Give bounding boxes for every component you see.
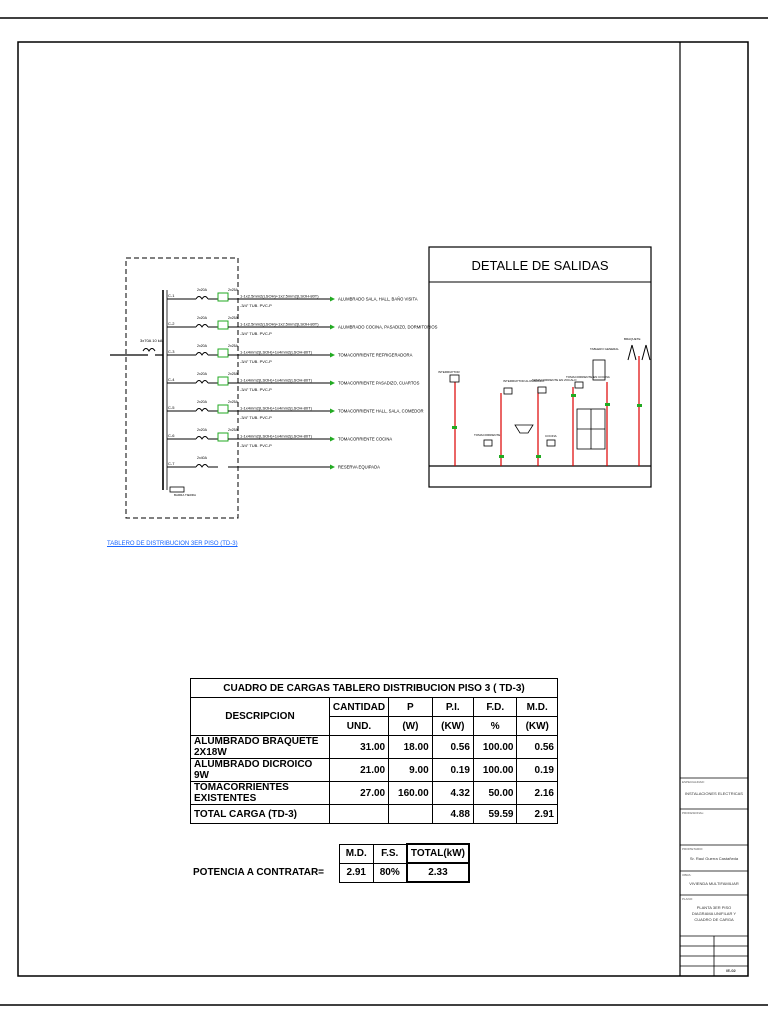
table-row bbox=[191, 736, 558, 759]
circuit-load: ALUMBRADO COCINA, PASADIZO, DORMITORIOS bbox=[338, 324, 438, 330]
detail-label-stove: COCINA bbox=[545, 434, 557, 438]
conduit-spec: -3/4" TUB. PVC-P bbox=[240, 359, 272, 364]
load-table-title: CUADRO DE CARGAS TABLERO DISTRIBUCION PISO 3 ( TD-3) bbox=[191, 679, 558, 698]
row-qty: 31.00 bbox=[329, 736, 388, 759]
circuit-id: C-2 bbox=[168, 321, 175, 326]
circuit-load: ALUMBRADO SALA, HALL, BAÑO VISITA bbox=[338, 296, 418, 302]
breaker-rating: 2x20A bbox=[197, 316, 207, 320]
differential-rating: 2x25A bbox=[228, 316, 238, 320]
detail-label-switch: INTERRUPTOR bbox=[438, 370, 460, 374]
row-pi: 0.19 bbox=[432, 759, 473, 782]
unit-installed-power: (KW) bbox=[432, 717, 473, 736]
circuit-load: TOMACORRIENTE HALL, SALA, COMEDOR bbox=[338, 408, 424, 414]
total-md: 2.91 bbox=[517, 805, 558, 824]
row-qty: 27.00 bbox=[329, 782, 388, 805]
tb-owner: Sr. Raul Guerra Castañeda bbox=[689, 856, 739, 861]
tb-owner-label: PROPIETARIO: bbox=[682, 847, 704, 851]
row-pi: 4.32 bbox=[432, 782, 473, 805]
row-fd: 100.00 bbox=[473, 759, 517, 782]
row-p: 9.00 bbox=[389, 759, 433, 782]
tb-specialty: INSTALACIONES ELECTRICAS bbox=[685, 791, 743, 796]
breaker-rating: 2x40A bbox=[197, 456, 207, 460]
total-pi: 4.88 bbox=[432, 805, 473, 824]
detail-label-bracket: BRAQUETE bbox=[624, 337, 641, 341]
tb-professional-label: PROFESIONAL: bbox=[682, 811, 705, 815]
total-desc: TOTAL CARGA (TD-3) bbox=[191, 805, 330, 824]
header-demand-factor: F.D. bbox=[473, 698, 517, 717]
differential-rating: 2x25A bbox=[228, 344, 238, 348]
detail-label-light-switch: INTERRUPTOR ALUMBRADO bbox=[503, 379, 545, 383]
cable-spec: 1-1x4mm2(LSOH)+1x4mm2(LSOH-80T) bbox=[240, 405, 312, 411]
ground-label: BARRA TIERRA bbox=[174, 493, 196, 497]
row-md: 0.56 bbox=[517, 736, 558, 759]
tb-project-label: OBRA: bbox=[682, 873, 692, 877]
conduit-spec: -3/4" TUB. PVC-P bbox=[240, 387, 272, 392]
row-md: 0.19 bbox=[517, 759, 558, 782]
detail-label-outlet: TOMACORRIENTE bbox=[474, 433, 501, 437]
header-description: DESCRIPCION bbox=[191, 698, 330, 736]
total-qty-empty bbox=[329, 805, 388, 824]
cable-spec: 1-1x4mm2(LSOH)+1x4mm2(LSOH-80T) bbox=[240, 433, 312, 439]
unit-max-demand: (KW) bbox=[517, 717, 558, 736]
contract-header-md: M.D. bbox=[340, 844, 374, 863]
header-power: P bbox=[389, 698, 433, 717]
contract-label: POTENCIA A CONTRATAR= bbox=[193, 867, 325, 878]
header-installed-power: P.I. bbox=[432, 698, 473, 717]
row-p: 160.00 bbox=[389, 782, 433, 805]
contract-total: 2.33 bbox=[407, 863, 469, 882]
tb-sheet-number: IE-02 bbox=[726, 968, 736, 973]
table-row bbox=[191, 782, 558, 805]
contract-fs: 80% bbox=[373, 863, 407, 882]
total-row bbox=[191, 805, 558, 824]
cable-spec: 1-1x2.5mm2(LSOH)+1x2.5mm2(LSOH-80T) bbox=[240, 321, 319, 327]
row-qty: 21.00 bbox=[329, 759, 388, 782]
row-md: 2.16 bbox=[517, 782, 558, 805]
detail-title: DETALLE DE SALIDAS bbox=[471, 258, 609, 273]
table-row bbox=[191, 759, 558, 782]
differential-rating: 2x25A bbox=[228, 288, 238, 292]
tb-plan-label: PLANO: bbox=[682, 897, 694, 901]
detail-label-kitchen-outlet: TOMACORRIENTE EN COCINA bbox=[566, 375, 610, 379]
circuit-id: C-5 bbox=[168, 405, 175, 410]
circuit-id: C-6 bbox=[168, 433, 175, 438]
row-fd: 100.00 bbox=[473, 736, 517, 759]
tb-project: VIVIENDA MULTIFAMILIAR bbox=[689, 881, 739, 886]
header-max-demand: M.D. bbox=[517, 698, 558, 717]
row-desc: TOMACORRIENTES EXISTENTES bbox=[191, 782, 330, 805]
circuit-load: TOMACORRIENTE COCINA bbox=[338, 436, 393, 442]
contract-md: 2.91 bbox=[340, 863, 374, 882]
tb-specialty-label: ESPECIALIDAD: bbox=[682, 780, 705, 784]
total-p-empty bbox=[389, 805, 433, 824]
cable-spec: 1-1x4mm2(LSOH)+1x4mm2(LSOH-80T) bbox=[240, 349, 312, 355]
unit-quantity: UND. bbox=[329, 717, 388, 736]
conduit-spec: -3/4" TUB. PVC-P bbox=[240, 443, 272, 448]
circuit-load: RESERVA EQUIPADA bbox=[338, 464, 380, 470]
row-desc: ALUMBRADO BRAQUETE 2X18W bbox=[191, 736, 330, 759]
circuit-id: C-7 bbox=[168, 461, 175, 466]
total-fd: 59.59 bbox=[473, 805, 517, 824]
differential-rating: 2x25A bbox=[228, 428, 238, 432]
breaker-rating: 2x20A bbox=[197, 400, 207, 404]
tb-plan: PLANTA 3ER PISO DIAGRAMA UNIFILAR Y CUADRO DE CARGA bbox=[691, 905, 737, 922]
breaker-rating: 2x20A bbox=[197, 428, 207, 432]
breaker-rating: 2x20A bbox=[197, 344, 207, 348]
unit-power: (W) bbox=[389, 717, 433, 736]
differential-rating: 2x25A bbox=[228, 372, 238, 376]
detail-label-panel: TABLERO GENERAL bbox=[590, 347, 619, 351]
circuit-id: C-4 bbox=[168, 377, 175, 382]
circuit-id: C-1 bbox=[168, 293, 175, 298]
load-table bbox=[190, 678, 558, 824]
circuit-id: C-3 bbox=[168, 349, 175, 354]
row-fd: 50.00 bbox=[473, 782, 517, 805]
conduit-spec: -3/4" TUB. PVC-P bbox=[240, 303, 272, 308]
differential-rating: 2x25A bbox=[228, 400, 238, 404]
unit-demand-factor: % bbox=[473, 717, 517, 736]
contract-header-fs: F.S. bbox=[373, 844, 407, 863]
breaker-rating: 2x20A bbox=[197, 372, 207, 376]
contract-header-total: TOTAL(kW) bbox=[407, 844, 469, 863]
row-p: 18.00 bbox=[389, 736, 433, 759]
panel-label: TABLERO DE DISTRIBUCION 3ER PISO (TD-3) bbox=[107, 541, 238, 547]
cable-spec: 1-1x2.5mm2(LSOH)+1x2.5mm2(LSOH-80T) bbox=[240, 293, 319, 299]
conduit-spec: -3/4" TUB. PVC-P bbox=[240, 331, 272, 336]
cable-spec: 1-1x4mm2(LSOH)+1x4mm2(LSOH-80T) bbox=[240, 377, 312, 383]
contract-table bbox=[339, 843, 470, 883]
row-desc: ALUMBRADO DICROICO 9W bbox=[191, 759, 330, 782]
circuit-load: TOMACORRIENTE REFRIGERADORA bbox=[338, 352, 413, 358]
header-quantity: CANTIDAD bbox=[329, 698, 388, 717]
conduit-spec: -3/4" TUB. PVC-P bbox=[240, 415, 272, 420]
breaker-rating: 2x20A bbox=[197, 288, 207, 292]
main-breaker-label: 3x70A 10 kA bbox=[140, 338, 163, 343]
detail-label-skirting: TOMACORRIENTE EN ZOCALO bbox=[532, 378, 577, 382]
row-pi: 0.56 bbox=[432, 736, 473, 759]
circuit-load: TOMACORRIENTE PASADIZO, CUARTOS bbox=[338, 380, 420, 386]
